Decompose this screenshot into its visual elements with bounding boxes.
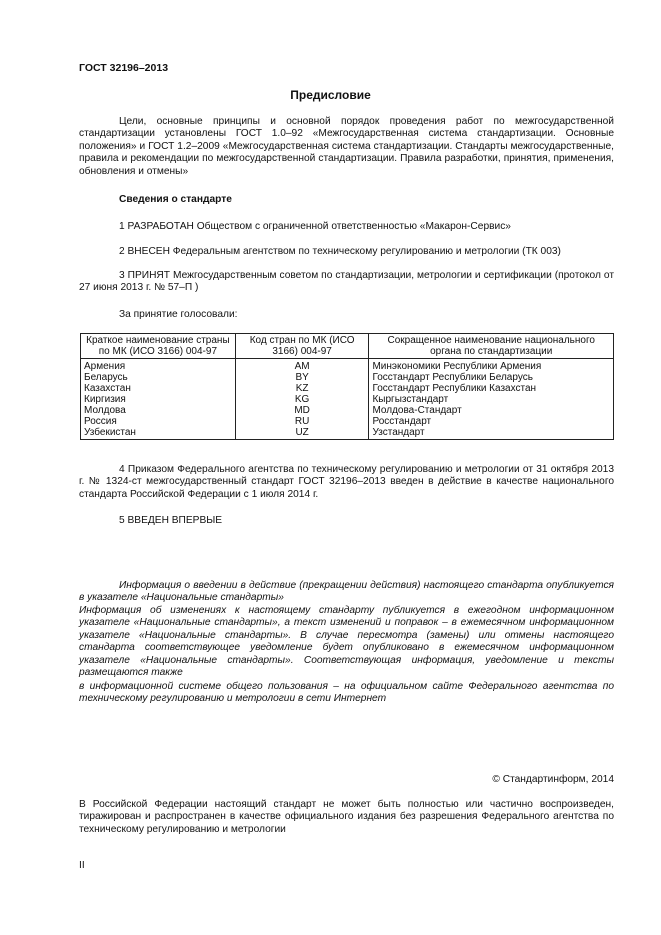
table-row xyxy=(81,359,614,373)
body-cell: Молдова-Стандарт xyxy=(369,405,614,416)
code-cell: BY xyxy=(235,372,369,383)
code-cell: MD xyxy=(235,405,369,416)
page-number: II xyxy=(79,860,85,871)
code-cell: AM xyxy=(235,359,369,373)
page-title: Предисловие xyxy=(290,88,371,102)
code-cell: KZ xyxy=(235,383,369,394)
table-header-code: Код стран по МК (ИСО 3166) 004-97 xyxy=(235,334,369,359)
country-cell: Беларусь xyxy=(81,372,236,383)
item-voted: За принятие голосовали: xyxy=(119,309,238,320)
table-row xyxy=(81,394,614,405)
table-header-body: Сокращенное наименование национального органа по стандартизации xyxy=(369,334,614,359)
item-order: 4 Приказом Федерального агентства по техническому регулированию и метрологии от 31 октября 2013 г. № 1324-ст межгосударственный стандарт ГОСТ 32196–2013 введен в действие в качестве национального стандарта Российской Федерации с 1 июля 2014 г. xyxy=(79,464,614,500)
country-cell: Молдова xyxy=(81,405,236,416)
code-cell: RU xyxy=(235,416,369,427)
body-cell: Кыргызстандарт xyxy=(369,394,614,405)
reproduction-notice: В Российской Федерации настоящий стандарт не может быть полностью или частично воспроизведен, тиражирован и распространен в качестве официального издания без разрешения Федерального агентства по техническому регулированию и метрологии xyxy=(79,799,614,835)
country-cell: Узбекистан xyxy=(81,427,236,440)
code-cell: UZ xyxy=(235,427,369,440)
country-cell: Казахстан xyxy=(81,383,236,394)
item-developed: 1 РАЗРАБОТАН Обществом с ограниченной ответственностью «Макарон-Сервис» xyxy=(119,221,511,232)
table-row xyxy=(81,416,614,427)
country-cell: Армения xyxy=(81,359,236,373)
voting-table xyxy=(80,333,614,440)
intro-paragraph: Цели, основные принципы и основной порядок проведения работ по межгосударственной стандартизации установлены ГОСТ 1.0–92 «Межгосударственная система стандартизации. Основные положения» и ГОСТ 1.2–2009 «Межгосударственная система стандартизации. Стандарты межгосударственные, правила и рекомендации по межгосударственной стандартизации. Правила разработки, принятия, применения, обновления и отмены» xyxy=(79,116,614,177)
item-introduced: 2 ВНЕСЕН Федеральным агентством по техническому регулированию и метрологии (ТК 003) xyxy=(119,246,561,257)
country-cell: Россия xyxy=(81,416,236,427)
body-cell: Узстандарт xyxy=(369,427,614,440)
body-cell: Госстандарт Республики Беларусь xyxy=(369,372,614,383)
copyright: © Стандартинформ, 2014 xyxy=(492,774,614,785)
body-cell: Росстандарт xyxy=(369,416,614,427)
document-code: ГОСТ 32196–2013 xyxy=(79,62,169,74)
code-cell: KG xyxy=(235,394,369,405)
table-header-country: Краткое наименование страны по МК (ИСО 3166) 004-97 xyxy=(81,334,236,359)
body-cell: Госстандарт Республики Казахстан xyxy=(369,383,614,394)
table-row xyxy=(81,372,614,383)
item-adopted: 3 ПРИНЯТ Межгосударственным советом по стандартизации, метрологии и сертификации (протокол от 27 июня 2013 г. № 57–П ) xyxy=(79,270,614,294)
italic-paragraph-1: Информация о введении в действие (прекращении действия) настоящего стандарта опубликуется в указателе «Национальные стандарты» xyxy=(79,580,614,604)
info-heading: Сведения о стандарте xyxy=(119,194,232,205)
table-row xyxy=(81,405,614,416)
body-cell: Минэкономики Республики Армения xyxy=(369,359,614,373)
italic-paragraph-3: в информационной системе общего пользования – на официальном сайте Федерального агентства по техническому регулированию и метрологии в сети Интернет xyxy=(79,681,614,705)
country-cell: Киргизия xyxy=(81,394,236,405)
table-row xyxy=(81,383,614,394)
table-row xyxy=(81,427,614,440)
italic-paragraph-2: Информация об изменениях к настоящему стандарту публикуется в ежегодном информационном указателе «Национальные стандарты», а текст изменений и поправок – в ежемесячном информационном указателе «Национальные стандарты». В случае пересмотра (замены) или отмены настоящего стандарта соответствующее уведомление будет опубликовано в ежемесячном информационном указателе «Национальные стандарты». Соответствующая информация, уведомление и тексты размещаются также xyxy=(79,605,614,679)
item-first: 5 ВВЕДЕН ВПЕРВЫЕ xyxy=(119,515,223,526)
